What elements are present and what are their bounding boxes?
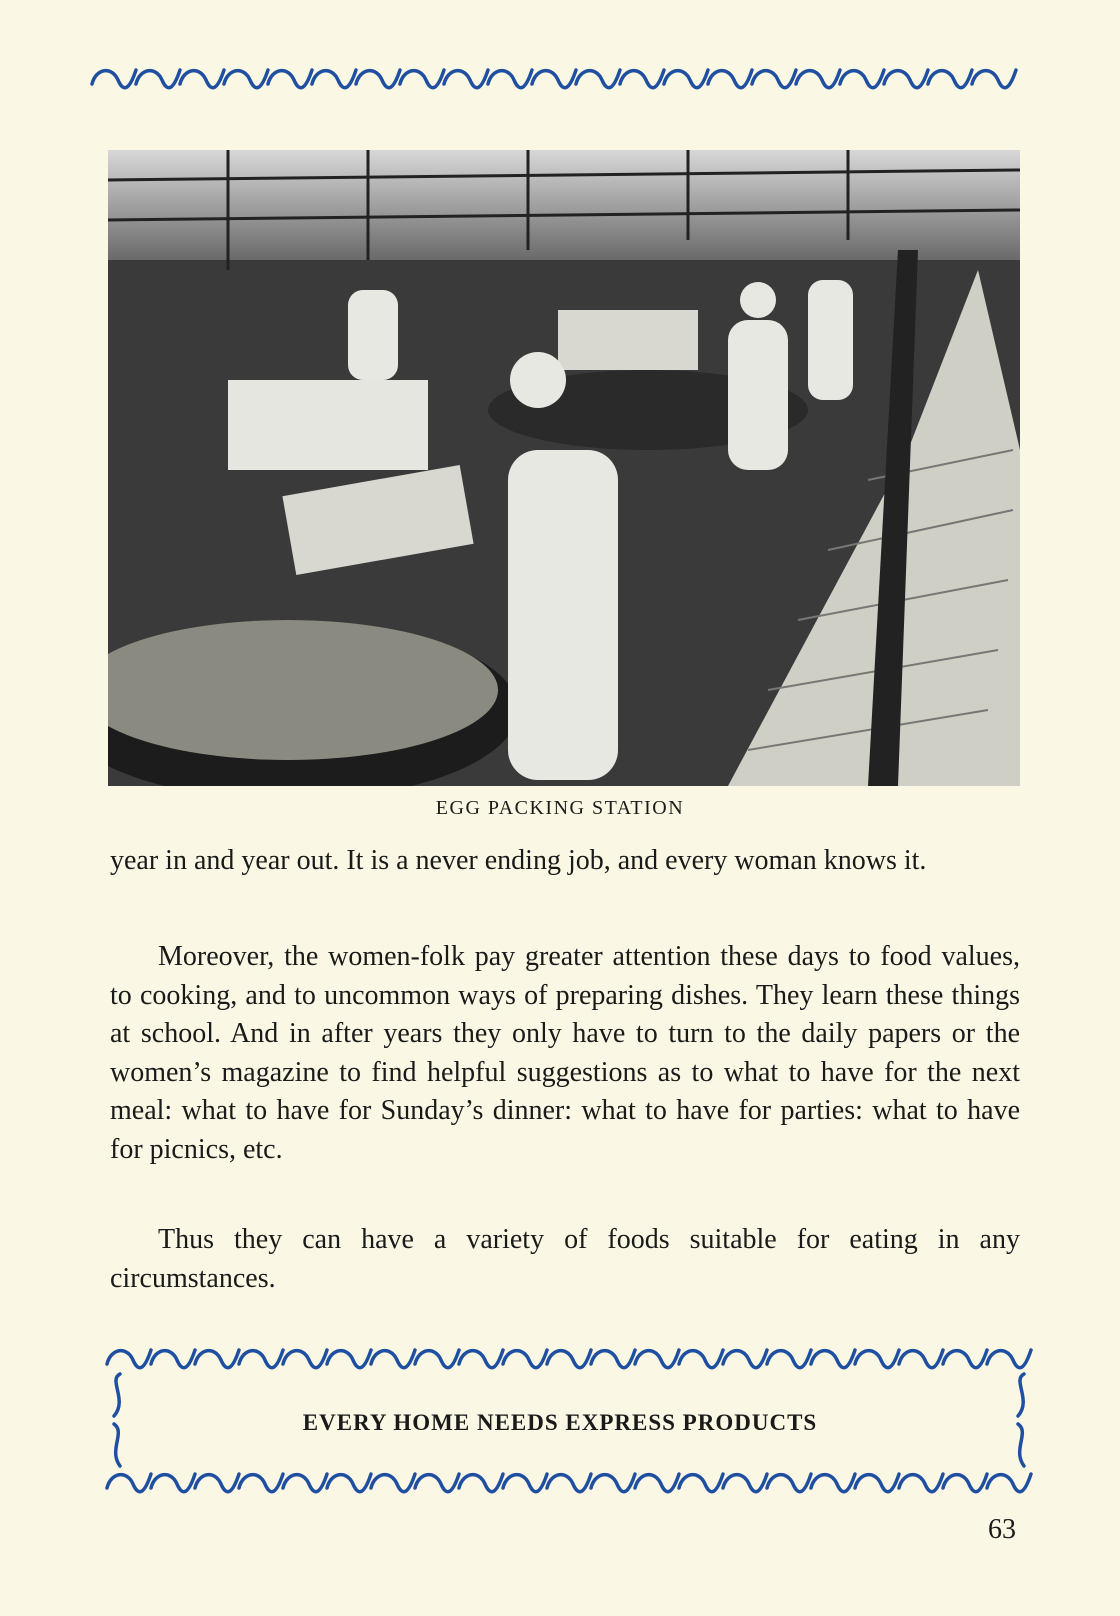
page-number: 63 [988,1514,1016,1545]
footer-bottom-ornament-border [105,1462,1035,1502]
paragraph-3: Thus they can have a variety of foods suitable for eating in any circumstances. [110,1224,1020,1294]
paragraph-1: year in and year out. It is a never ending job, and every woman knows it. [110,845,927,876]
footer-top-ornament-border [105,1338,1035,1378]
footer-slogan: EVERY HOME NEEDS EXPRESS PRODUCTS [302,1410,818,1435]
photo-caption: EGG PACKING STATION [435,797,685,819]
paragraph-2: Moreover, the women-folk pay greater attention these days to food values, to cooking, and to uncommon ways of preparing dishes. They learn these things at school. And in after years they only have to turn to the daily papers or the women’s magazine to find helpful suggestions as to what to have for the next meal: what to have for Sunday’s dinner: what to have for parties: what to have for picnics, etc. [110,941,1020,1165]
egg-packing-photo [108,150,1020,786]
top-ornament-border [90,58,1030,98]
